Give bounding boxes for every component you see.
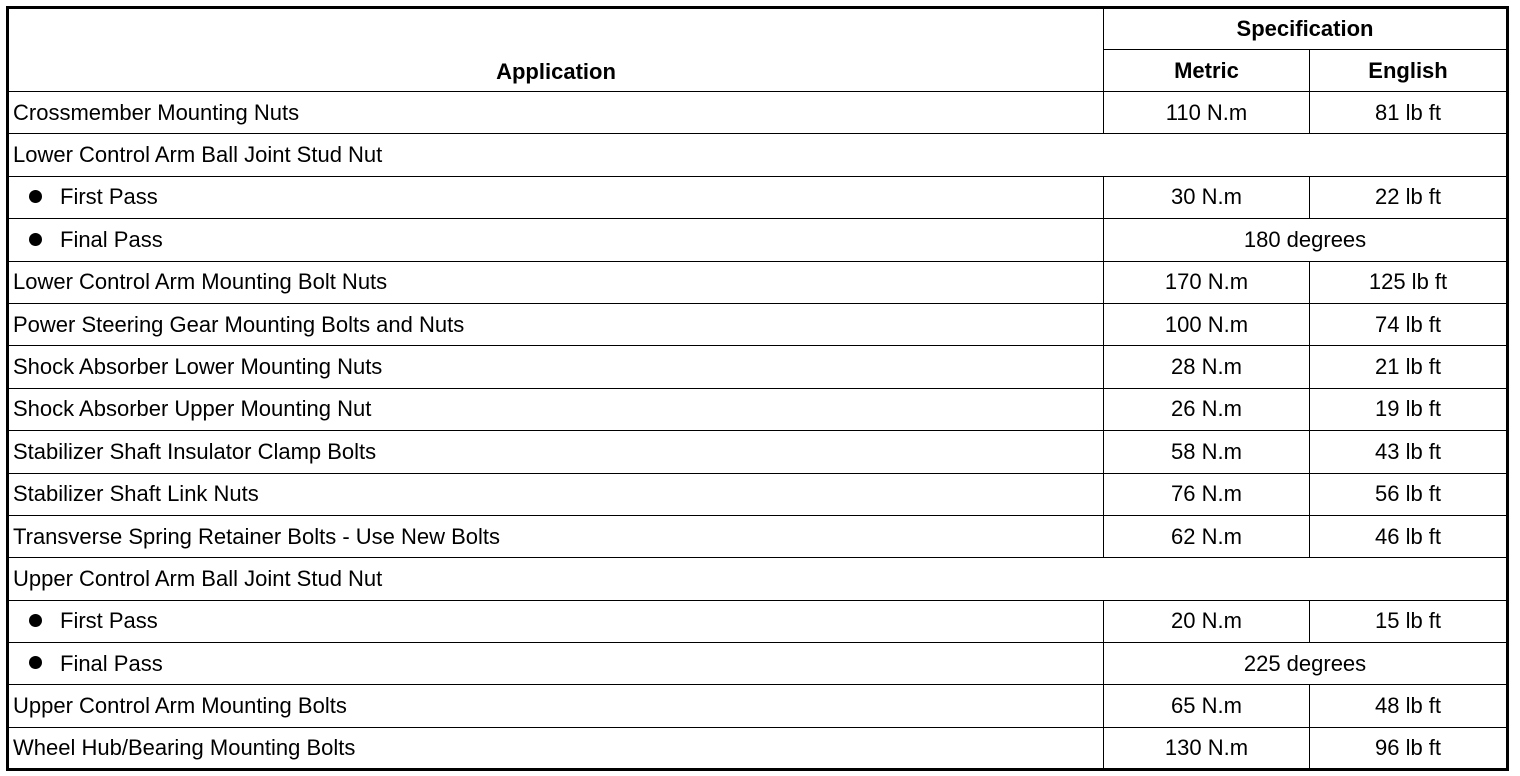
table-row-sub bbox=[8, 643, 1508, 685]
english-cell: 19 lb ft bbox=[1310, 388, 1508, 430]
header-application: Application bbox=[8, 8, 1104, 92]
metric-cell: 26 N.m bbox=[1104, 388, 1310, 430]
english-cell: 96 lb ft bbox=[1310, 727, 1508, 769]
table-row bbox=[8, 92, 1508, 134]
application-cell bbox=[8, 176, 1104, 218]
table-row-sub bbox=[8, 600, 1508, 642]
combined-spec-cell: 180 degrees bbox=[1104, 219, 1508, 261]
metric-cell: 110 N.m bbox=[1104, 92, 1310, 134]
application-cell: Stabilizer Shaft Link Nuts bbox=[8, 473, 1104, 515]
table-row bbox=[8, 727, 1508, 769]
group-heading-cell: Upper Control Arm Ball Joint Stud Nut bbox=[8, 558, 1508, 600]
english-cell: 43 lb ft bbox=[1310, 431, 1508, 473]
application-cell: Shock Absorber Lower Mounting Nuts bbox=[8, 346, 1104, 388]
english-cell: 15 lb ft bbox=[1310, 600, 1508, 642]
bullet-icon bbox=[29, 656, 42, 669]
metric-cell: 20 N.m bbox=[1104, 600, 1310, 642]
metric-cell: 58 N.m bbox=[1104, 431, 1310, 473]
table-row-group bbox=[8, 558, 1508, 600]
english-cell: 81 lb ft bbox=[1310, 92, 1508, 134]
table-row bbox=[8, 346, 1508, 388]
torque-spec-table bbox=[6, 6, 1509, 771]
application-cell: Lower Control Arm Mounting Bolt Nuts bbox=[8, 261, 1104, 303]
application-cell: Stabilizer Shaft Insulator Clamp Bolts bbox=[8, 431, 1104, 473]
sub-step-label: First Pass bbox=[60, 184, 158, 210]
header-specification: Specification bbox=[1104, 8, 1508, 50]
sub-step-label: Final Pass bbox=[60, 226, 163, 252]
application-cell: Wheel Hub/Bearing Mounting Bolts bbox=[8, 727, 1104, 769]
header-english: English bbox=[1310, 50, 1508, 92]
bullet-icon bbox=[29, 233, 42, 246]
metric-cell: 130 N.m bbox=[1104, 727, 1310, 769]
table-row-sub bbox=[8, 219, 1508, 261]
english-cell: 74 lb ft bbox=[1310, 303, 1508, 345]
table-row bbox=[8, 685, 1508, 727]
header-metric: Metric bbox=[1104, 50, 1310, 92]
sub-step-label: Final Pass bbox=[60, 650, 163, 676]
metric-cell: 28 N.m bbox=[1104, 346, 1310, 388]
metric-cell: 62 N.m bbox=[1104, 515, 1310, 557]
combined-spec-cell: 225 degrees bbox=[1104, 643, 1508, 685]
table-row bbox=[8, 431, 1508, 473]
application-cell bbox=[8, 643, 1104, 685]
metric-cell: 76 N.m bbox=[1104, 473, 1310, 515]
metric-cell: 100 N.m bbox=[1104, 303, 1310, 345]
metric-cell: 30 N.m bbox=[1104, 176, 1310, 218]
english-cell: 56 lb ft bbox=[1310, 473, 1508, 515]
english-cell: 46 lb ft bbox=[1310, 515, 1508, 557]
table-row bbox=[8, 388, 1508, 430]
table-row bbox=[8, 515, 1508, 557]
sub-step-label: First Pass bbox=[60, 608, 158, 634]
bullet-icon bbox=[29, 190, 42, 203]
english-cell: 21 lb ft bbox=[1310, 346, 1508, 388]
header-row-top bbox=[8, 8, 1508, 50]
metric-cell: 170 N.m bbox=[1104, 261, 1310, 303]
application-cell: Transverse Spring Retainer Bolts - Use New Bolts bbox=[8, 515, 1104, 557]
table-row bbox=[8, 473, 1508, 515]
table-row bbox=[8, 303, 1508, 345]
bullet-icon bbox=[29, 614, 42, 627]
english-cell: 48 lb ft bbox=[1310, 685, 1508, 727]
application-cell bbox=[8, 600, 1104, 642]
application-cell: Shock Absorber Upper Mounting Nut bbox=[8, 388, 1104, 430]
group-heading-cell: Lower Control Arm Ball Joint Stud Nut bbox=[8, 134, 1508, 176]
english-cell: 22 lb ft bbox=[1310, 176, 1508, 218]
metric-cell: 65 N.m bbox=[1104, 685, 1310, 727]
table-row-group bbox=[8, 134, 1508, 176]
application-cell bbox=[8, 219, 1104, 261]
english-cell: 125 lb ft bbox=[1310, 261, 1508, 303]
table-row-sub bbox=[8, 176, 1508, 218]
application-cell: Power Steering Gear Mounting Bolts and Nuts bbox=[8, 303, 1104, 345]
table-row bbox=[8, 261, 1508, 303]
application-cell: Crossmember Mounting Nuts bbox=[8, 92, 1104, 134]
application-cell: Upper Control Arm Mounting Bolts bbox=[8, 685, 1104, 727]
